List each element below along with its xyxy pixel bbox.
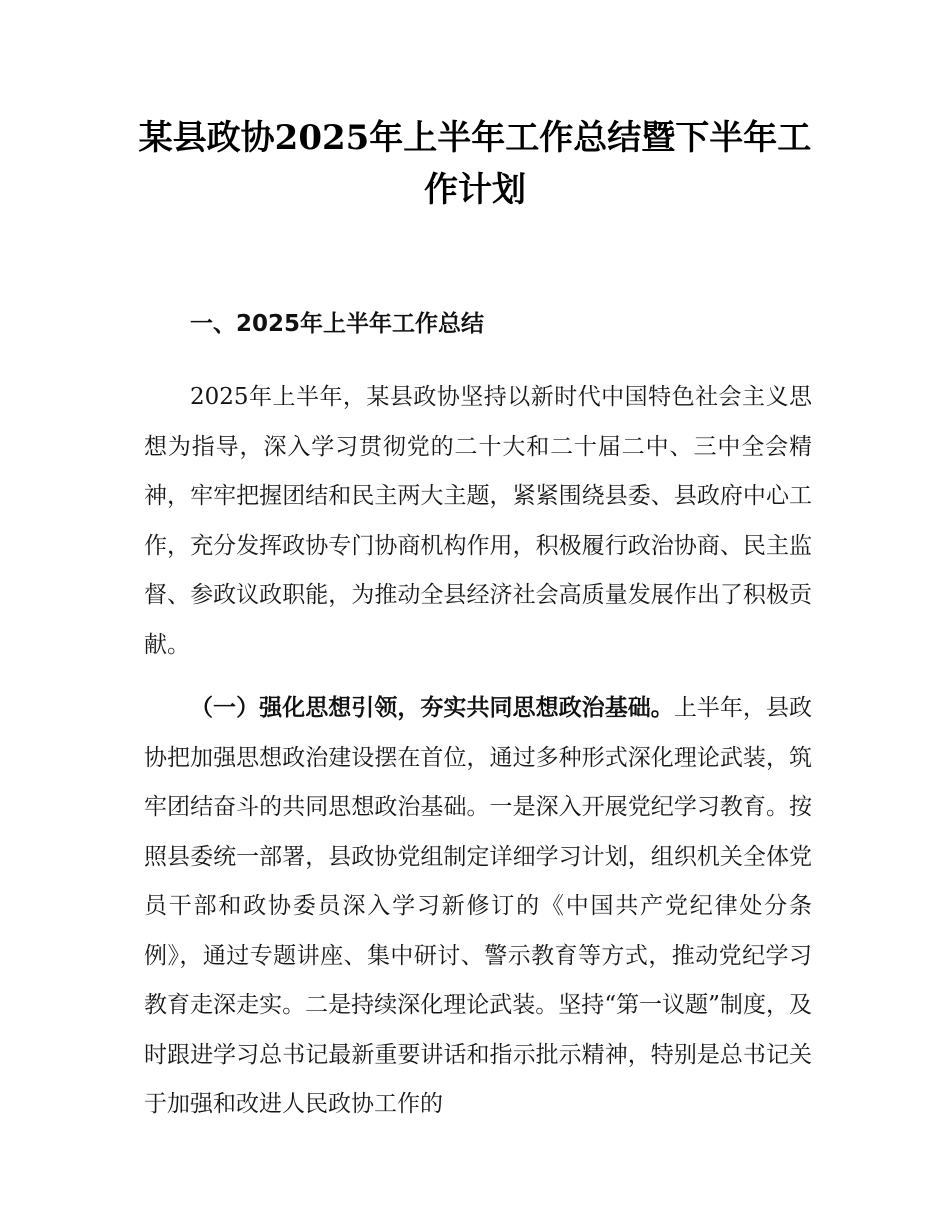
item-lead-heading: （一）强化思想引领，夯实共同思想政治基础。 xyxy=(190,695,674,721)
intro-paragraph: 2025年上半年，某县政协坚持以新时代中国特色社会主义思想为指导，深入学习贯彻党的二十大和二十届二中、三中全会精神，牢牢把握团结和民主两大主题，紧紧围绕县委、县政府中心工作，充分发挥政协专门协商机构作用，积极履行政治协商、民主监督、参政议政职能，为推动全县经济社会高质量发展作出了积极贡献。 xyxy=(144,384,812,658)
document-title: 某县政协2025年上半年工作总结暨下半年工作计划 xyxy=(138,118,812,210)
document-body xyxy=(144,300,812,1144)
item-paragraph xyxy=(144,684,812,1130)
item-body-text: 上半年，县政协把加强思想政治建设摆在首位，通过多种形式深化理论武装，筑牢团结奋斗的共同思想政治基础。一是深入开展党纪学习教育。按照县委统一部署，县政协党组制定详细学习计划，组织机关全体党员干部和政协委员深入学习新修订的《中国共产党纪律处分条例》，通过专题讲座、集中研讨、警示教育等方式，推动党纪学习教育走深走实。二是持续深化理论武装。坚持“第一议题”制度，及时跟进学习总书记最新重要讲话和指示批示精神，特别是总书记关于加强和改进人民政协工作的 xyxy=(144,695,813,1117)
section-heading: 一、2025年上半年工作总结 xyxy=(190,311,485,337)
